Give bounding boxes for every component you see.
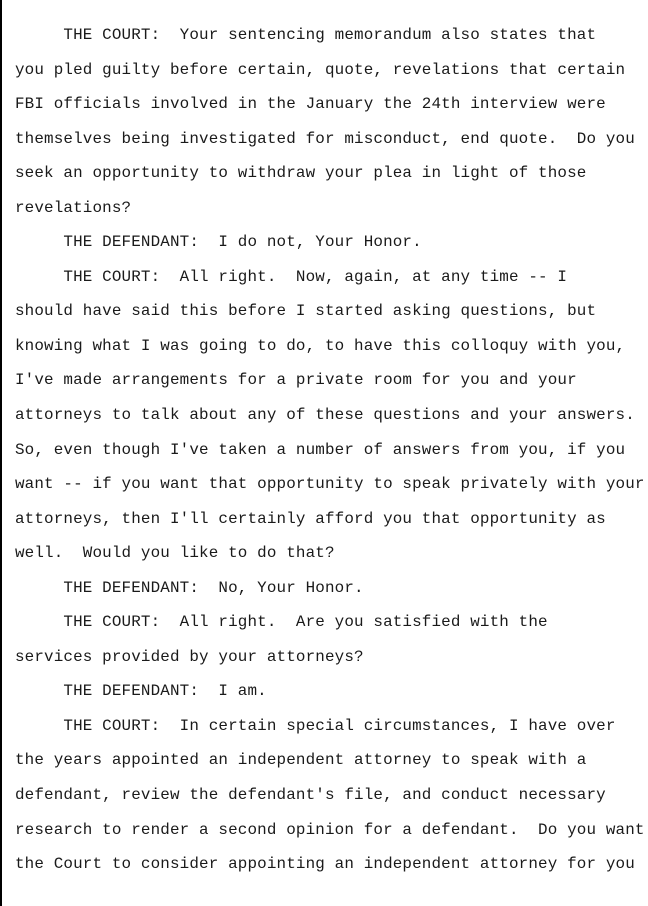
transcript-line: I've made arrangements for a private room for you and your [15,371,577,390]
transcript-line: the years appointed an independent attorney to speak with a [15,751,587,770]
transcript-line: So, even though I've taken a number of answers from you, if you [15,440,626,459]
transcript-line: you pled guilty before certain, quote, revelations that certain [15,60,626,79]
transcript-line: want -- if you want that opportunity to speak privately with your [15,475,645,494]
transcript-line: attorneys, then I'll certainly afford you that opportunity as [15,509,606,528]
transcript-line: research to render a second opinion for a defendant. Do you want [15,820,645,839]
transcript-line: themselves being investigated for misconduct, end quote. Do you [15,129,635,148]
transcript-line: THE COURT: All right. Now, again, at any time -- I [15,267,568,286]
transcript-line: the Court to consider appointing an independent attorney for you [15,855,635,874]
transcript-line: THE COURT: Your sentencing memorandum also states that [15,26,597,44]
transcript-line: services provided by your attorneys? [15,647,364,666]
transcript-line: THE DEFENDANT: I am. [15,682,267,701]
transcript-line: FBI officials involved in the January the 24th interview were [15,95,606,114]
transcript-body [15,18,645,882]
transcript-line: THE COURT: In certain special circumstances, I have over [15,716,616,735]
transcript-line: should have said this before I started asking questions, but [15,302,597,321]
transcript-line: attorneys to talk about any of these questions and your answers. [15,406,635,425]
transcript-line: revelations? [15,198,132,217]
transcript-line: THE DEFENDANT: No, Your Honor. [15,578,364,597]
transcript-line: seek an opportunity to withdraw your plea in light of those [15,164,587,183]
transcript-line: THE COURT: All right. Are you satisfied with the [15,613,548,632]
transcript-line: THE DEFENDANT: I do not, Your Honor. [15,233,422,252]
transcript-line: knowing what I was going to do, to have this colloquy with you, [15,336,626,355]
transcript-line: defendant, review the defendant's file, and conduct necessary [15,786,606,805]
transcript-line: well. Would you like to do that? [15,544,335,563]
